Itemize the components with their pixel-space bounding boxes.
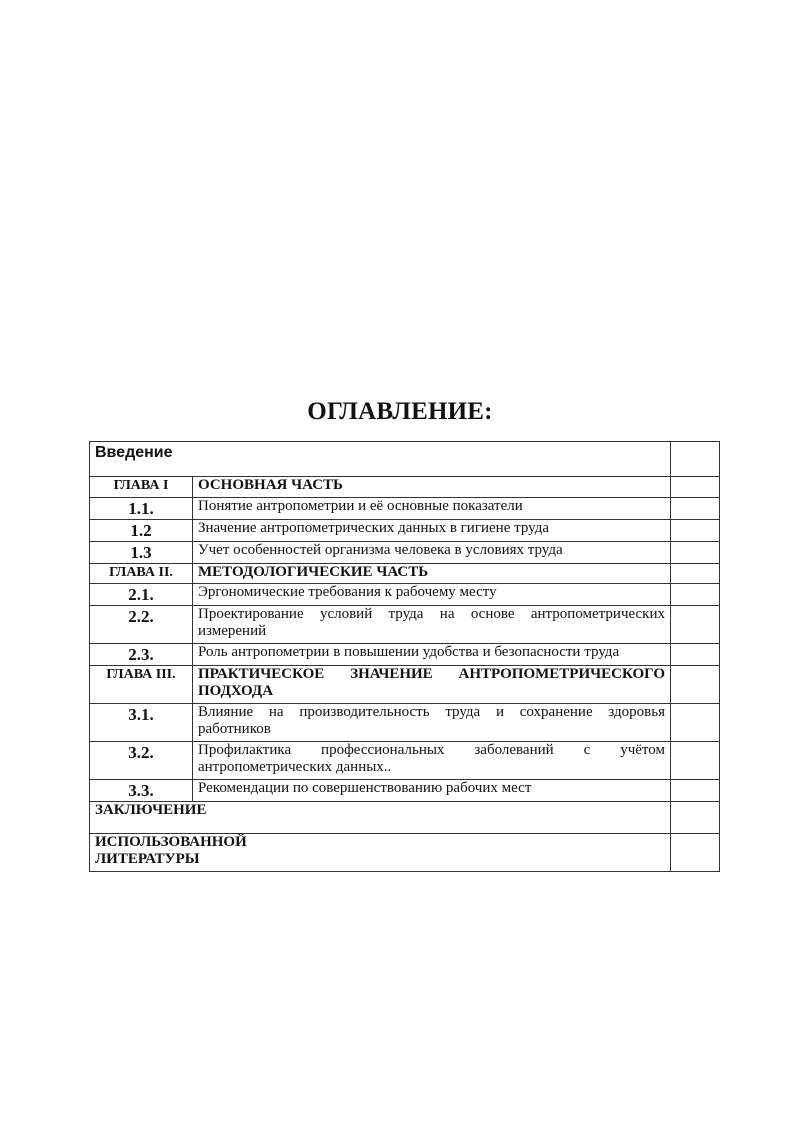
toc-row-section <box>90 498 720 520</box>
page-number-cell <box>671 834 720 872</box>
page-number-cell <box>671 584 720 606</box>
toc-row-section <box>90 520 720 542</box>
section-title: Учет особенностей организма человека в условиях труда <box>193 542 671 564</box>
section-title: Профилактика профессиональных заболеваний с учётом антропометрических данных.. <box>193 742 671 780</box>
section-title: Роль антропометрии в повышении удобства и безопасности труда <box>193 644 671 666</box>
section-number: 2.1. <box>90 584 193 606</box>
intro-label: Введение <box>90 442 671 477</box>
section-number: 1.1. <box>90 498 193 520</box>
page-number-cell <box>671 780 720 802</box>
chapter-number: ГЛАВА I <box>90 477 193 498</box>
toc-row-references <box>90 834 720 872</box>
section-number: 3.2. <box>90 742 193 780</box>
toc-row-section <box>90 584 720 606</box>
page-number-cell <box>671 498 720 520</box>
chapter-number: ГЛАВА III. <box>90 666 193 704</box>
toc-row-chapter <box>90 477 720 498</box>
toc-row-intro <box>90 442 720 477</box>
chapter-title: ПРАКТИЧЕСКОЕ ЗНАЧЕНИЕ АНТРОПОМЕТРИЧЕСКОГО ПОДХОДА <box>193 666 671 704</box>
section-number: 3.3. <box>90 780 193 802</box>
toc-row-section <box>90 742 720 780</box>
page-number-cell <box>671 704 720 742</box>
conclusion-label: ЗАКЛЮЧЕНИЕ <box>90 802 671 834</box>
page-number-cell <box>671 666 720 704</box>
page-number-cell <box>671 477 720 498</box>
chapter-title: ОСНОВНАЯ ЧАСТЬ <box>193 477 671 498</box>
page-number-cell <box>671 520 720 542</box>
section-number: 2.3. <box>90 644 193 666</box>
section-title: Эргономические требования к рабочему месту <box>193 584 671 606</box>
toc-row-conclusion <box>90 802 720 834</box>
section-title: Понятие антропометрии и её основные показатели <box>193 498 671 520</box>
toc-row-section <box>90 606 720 644</box>
section-number: 2.2. <box>90 606 193 644</box>
page-number-cell <box>671 606 720 644</box>
toc-row-section <box>90 644 720 666</box>
table-of-contents <box>89 441 720 872</box>
page-number-cell <box>671 542 720 564</box>
toc-row-section <box>90 542 720 564</box>
references-label: ИСПОЛЬЗОВАННОЙ ЛИТЕРАТУРЫ <box>90 834 671 872</box>
page-number-cell <box>671 742 720 780</box>
chapter-title: МЕТОДОЛОГИЧЕСКИЕ ЧАСТЬ <box>193 564 671 584</box>
page-title: ОГЛАВЛЕНИЕ: <box>307 398 493 425</box>
section-number: 1.3 <box>90 542 193 564</box>
page-number-cell <box>671 644 720 666</box>
toc-row-chapter <box>90 564 720 584</box>
section-number: 1.2 <box>90 520 193 542</box>
page-number-cell <box>671 564 720 584</box>
page-number-cell <box>671 442 720 477</box>
chapter-number: ГЛАВА II. <box>90 564 193 584</box>
section-title: Рекомендации по совершенствованию рабочих мест <box>193 780 671 802</box>
page-number-cell <box>671 802 720 834</box>
section-number: 3.1. <box>90 704 193 742</box>
section-title: Проектирование условий труда на основе антропометрических измерений <box>193 606 671 644</box>
section-title: Влияние на производительность труда и сохранение здоровья работников <box>193 704 671 742</box>
toc-row-chapter <box>90 666 720 704</box>
toc-row-section <box>90 780 720 802</box>
toc-row-section <box>90 704 720 742</box>
section-title: Значение антропометрических данных в гигиене труда <box>193 520 671 542</box>
